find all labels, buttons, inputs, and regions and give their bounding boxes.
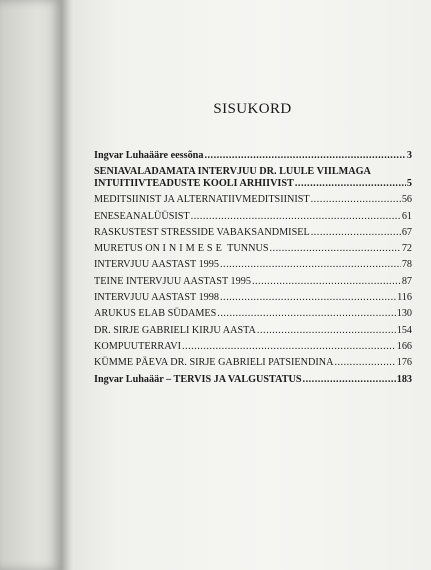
toc-entry: [94, 225, 412, 241]
toc-entry-page: 176: [396, 357, 412, 369]
table-of-contents: [94, 148, 412, 388]
toc-entry-page: 56: [401, 194, 412, 206]
toc-leader-dots: [295, 178, 406, 190]
toc-entry: [94, 164, 412, 192]
toc-leader-dots: [257, 323, 396, 339]
toc-entry-page: 5: [406, 178, 412, 190]
toc-entry-page: 61: [401, 210, 412, 222]
toc-leader-dots: [204, 148, 405, 164]
toc-leader-dots: [311, 192, 401, 208]
toc-entry-title-continued: INTUITIIVTEADUSTE KOOLI ARHIIVIST: [94, 178, 294, 190]
toc-entry-page: 78: [401, 259, 412, 271]
toc-leader-dots: [220, 257, 401, 273]
toc-entry: [94, 192, 412, 208]
toc-entry-title: SENIAVALADAMATA INTERVJUU DR. LUULE VIILMAGA: [94, 166, 371, 178]
toc-entry-page: 67: [401, 226, 412, 238]
toc-entry-title: ENESEANALÜÜSIST: [94, 210, 190, 222]
toc-entry-page: 166: [396, 340, 412, 352]
toc-entry-title: INTERVJUU AASTAST 1998: [94, 292, 219, 304]
toc-entry-title: Ingvar Luhaäär – TERVIS JA VALGUSTATUS: [94, 373, 302, 385]
toc-leader-dots: [303, 372, 396, 388]
book-gutter: [62, 0, 74, 570]
toc-entry-page: 130: [396, 308, 412, 320]
toc-entry-title: INTERVJUU AASTAST 1995: [94, 259, 219, 271]
toc-entry-page: 3: [406, 150, 412, 161]
toc-leader-dots: [252, 274, 401, 290]
toc-entry: [94, 209, 412, 225]
toc-leader-dots: [334, 355, 395, 371]
toc-entry: [94, 323, 412, 339]
toc-entry-title: ARUKUS ELAB SÜDAMES: [94, 308, 217, 320]
toc-leader-dots: [220, 290, 396, 306]
toc-entry: [94, 241, 412, 257]
toc-entry-title: MEDITSIINIST JA ALTERNATIIVMEDITSIINIST: [94, 194, 310, 206]
toc-entry: [94, 355, 412, 371]
toc-entry-title: Ingvar Luhaääre eessõna: [94, 150, 204, 161]
toc-entry-page: 72: [401, 243, 412, 255]
toc-entry: [94, 274, 412, 290]
toc-entry-page: 116: [397, 292, 412, 304]
toc-entry-spaced-word: INIMESE: [162, 243, 225, 255]
toc-entry: [94, 257, 412, 273]
toc-entry-page: 154: [396, 324, 412, 336]
toc-leader-dots: [270, 241, 401, 257]
toc-leader-dots: [191, 209, 401, 225]
toc-entry: [94, 148, 412, 164]
toc-entry-page: 183: [396, 373, 412, 385]
toc-leader-dots: [217, 306, 395, 322]
toc-entry-title: KOMPUUTERRAVI: [94, 340, 181, 352]
toc-entry-title: RASKUSTEST STRESSIDE VABAKSANDMISEL: [94, 226, 310, 238]
toc-leader-dots: [311, 225, 401, 241]
toc-entry-page: 87: [401, 275, 412, 287]
toc-entry-title: DR. SIRJE GABRIELI KIRJU AASTA: [94, 324, 256, 336]
toc-entry: [94, 339, 412, 355]
toc-entry: [94, 372, 412, 388]
toc-entry: [94, 290, 412, 306]
left-page: [0, 0, 62, 570]
toc-leader-dots: [182, 339, 396, 355]
page-title: SISUKORD: [213, 101, 292, 117]
toc-entry-title: TEINE INTERVJUU AASTAST 1995: [94, 275, 251, 287]
toc-entry-title: KÜMME PÄEVA DR. SIRJE GABRIELI PATSIENDINA: [94, 357, 334, 369]
toc-entry: [94, 306, 412, 322]
toc-entry-title: MURETUS ON INIMESE TUNNUS: [94, 243, 269, 255]
